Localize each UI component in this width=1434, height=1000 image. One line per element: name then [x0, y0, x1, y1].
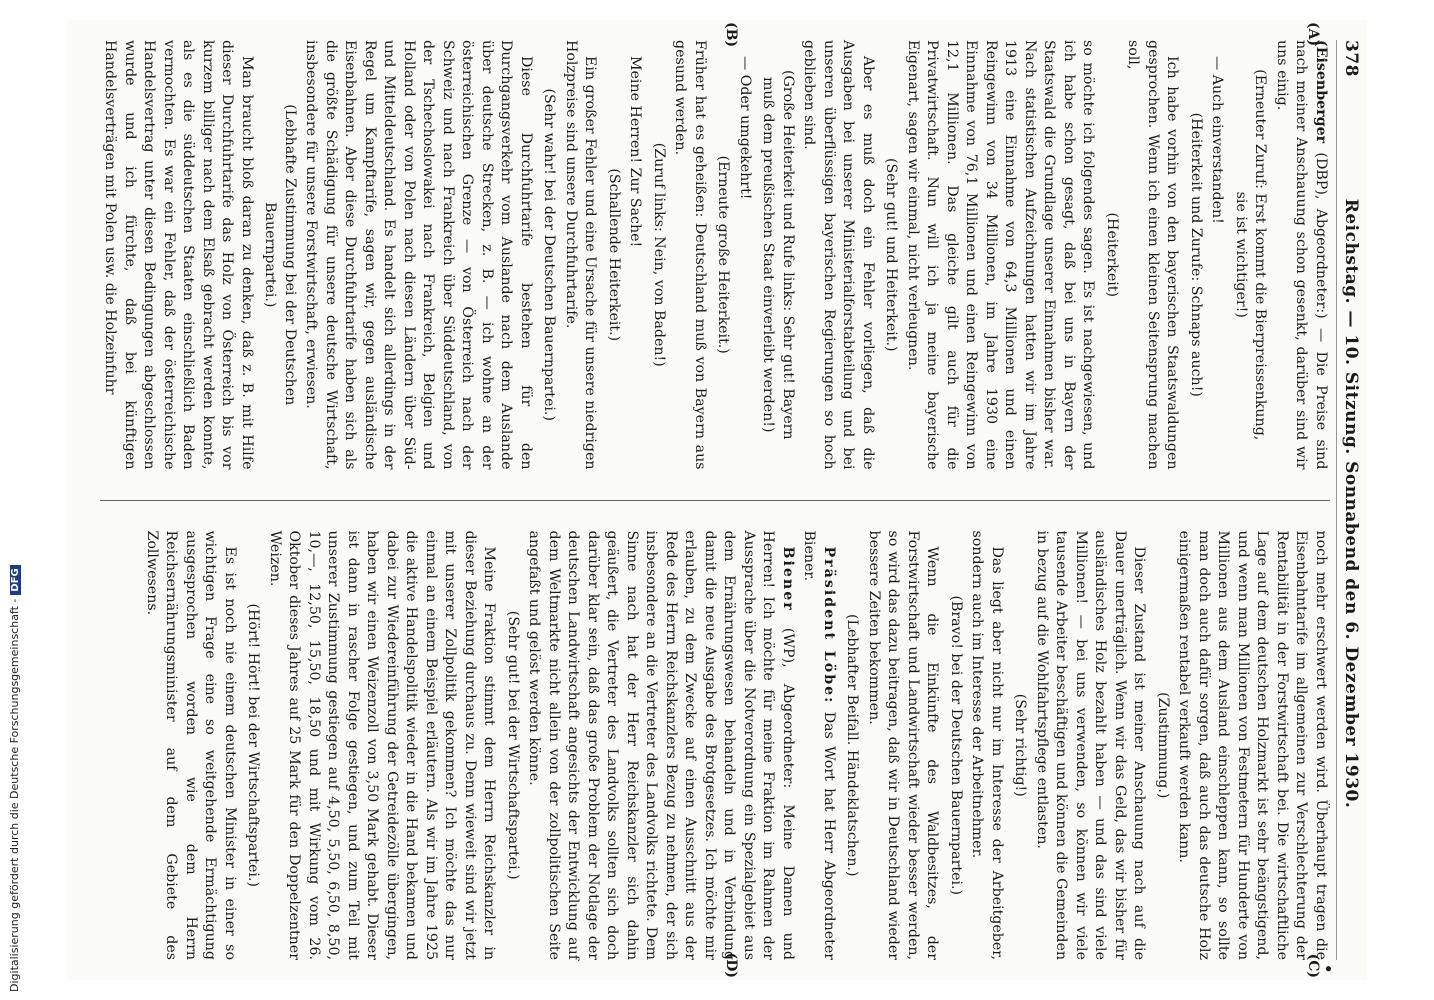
- paragraph: Biener (WP), Abgeordneter: Meine Damen und Herren! Ich möchte für meine Fraktion im Rahmen der Aussprache über die Notverordnung ein Spezialgebiet aus dem Ernährungswesen behandeln und in Verbindung damit die neue Ausgabe des Brotgesetzes. Ich möchte mir erlauben, zu dem Zwecke auf einen Ausschnitt aus der Rede des Herrn Reichskanzlers Bezug zu nehmen, der sich insbesondere an die Vertreter des Landvolks richtete. Dem Sinne nach hat der Herr Reichskanzler sich dahin geäußert, die Vertreter des Landvolks sollten sich doch darüber klar sein, daß das große Problem der Notlage der deutschen Landwirtschaft angesichts der Entwicklung auf dem Weltmarkte nicht allein von der zollpolitischen Seite angefaßt und gelöst werden könne.: [526, 530, 796, 960]
- paragraph: Man braucht bloß daran zu denken, daß z. B. mit Hilfe dieser Durchfuhrtarife das Holz von Österreich bis vor kurzem billiger nach dem Elsaß gebracht werden konnte, als es die süddeutschen Staaten einschließlich Baden vermochten. Es war ein Fehler, daß der österreichische Handelsvertrag unter diesen Bedingungen abgeschlossen wurde und ich fürchte, daß bei künftigen Handelsverträgen mit Polen usw. die Holzeinfuhr: [102, 40, 255, 470]
- paragraph: — Auch einverstanden!: [1209, 56, 1226, 224]
- interjection: (Heiterkeit und Zurufe: Schnaps auch!): [1188, 112, 1204, 397]
- paragraph: — Oder umgekehrt!: [737, 56, 753, 200]
- paragraph: Es ist noch nie einem deutschen Minister in einer so wichtigen Frage eine so weitgehende Ermächtigung ausgesprochen worden wie dem Herrn Reichsernährungsminister auf dem Gebiete des Zollwesens.: [144, 530, 238, 960]
- paragraph: noch mehr erschwert werden wird. Überhaupt tragen die Eisenbahntarife im allgemeinen zur Verschlechterung der Rentabilität in der Forstwirtschaft bei. Die wirtschaftliche Lage auf dem deutschen Holzmarkt ist sehr beängstigend, und wenn man Millionen von Festmetern für Hunderte von Millionen aus dem Ausland einschleppen kann, so sollte man doch auch dafür sorgen, daß auch das deutsche Holz einigermaßen rentabel verkauft werden kann.: [1176, 530, 1329, 960]
- margin-letter-a: (A): [1305, 22, 1321, 47]
- interjection: (Große Heiterkeit und Rufe links: Sehr gut! Bayern muß dem preußischen Staat einverleibt werden!): [760, 69, 796, 440]
- text-columns: [100, 22, 1338, 978]
- page-number: 378: [1341, 40, 1361, 77]
- paragraph: Ein großer Fehler und eine Ursache für unsere niedrigen Holzpreise sind unsere Durchfuhrtarife.: [563, 40, 599, 470]
- page-header: [1336, 40, 1361, 960]
- paragraph: Wenn die Einkünfte des Waldbesitzes, der Forstwirtschaft und Landwirtschaft wieder besser werden, so wird das dazu beitragen, daß wir in Deutschland wieder bessere Zeiten bekommen.: [866, 530, 941, 960]
- column-divider: [100, 500, 1330, 501]
- paragraph: Dieser Zustand ist meiner Anschauung nach auf die Dauer unerträglich. Wenn wir das Geld, das wir bisher für ausländisches Holz bezahlt haben — und das sind viele Millionen! — bei uns verwenden, so können wir viele tausende Arbeiter beschäftigen und können die Gemeinden in bezug auf die Wohlfahrtspflege entlasten.: [1034, 530, 1148, 960]
- interjection: (Zuruf links: Nein, von Baden!): [651, 142, 667, 367]
- paragraph: Ich habe vorhin von den bayerischen Staatswaldungen gesprochen. Wenn ich einen kleinen Seitensprung machen soll,: [1125, 40, 1181, 470]
- interjection: (Sehr wahr! bei der Deutschen Bauernpartei.): [541, 88, 558, 421]
- interjection: (Sehr gut! und Heiterkeit.): [883, 157, 900, 352]
- paragraph: Früher hat es geheißen: Deutschland muß von Bayern aus gesund werden.: [672, 40, 708, 470]
- interjection: (Bravo! bei der Deutschen Bauernpartei.): [948, 595, 964, 896]
- paragraph: (Eisenberger (DBP), Abgeordneter:) — Die Preise sind nach meiner Anschauung schon gesenkt, darüber sind wir uns einig.: [1274, 40, 1329, 470]
- speaker-name: Präsident Löbe:: [821, 546, 837, 705]
- interjection: (Lebhafter Beifall. Händeklatschen.): [844, 613, 861, 877]
- right-column: [100, 530, 1338, 978]
- margin-letter-d: (D): [723, 952, 739, 978]
- interjection: (Sehr richtig!): [1012, 693, 1029, 797]
- bullet-mark: •: [1317, 963, 1338, 974]
- paragraph: Aber es muß doch ein Fehler vorliegen, daß die Ausgaben bei unserer Ministerialforstabteilung und bei unseren überflüssigen bayerischen Regierungen so hoch geblieben sind.: [801, 40, 876, 470]
- document-page: [67, 20, 1367, 980]
- credit-text: Digitalisierung gefördert durch die Deutsche Forschungsgemeinschaft -: [8, 598, 21, 992]
- interjection: (Erneuter Zuruf: Erst kommt die Bierpreissenkung, sie ist wichtiger!): [1233, 69, 1269, 441]
- interjection: (Zustimmung.): [1155, 692, 1171, 799]
- paragraph: Diese Durchfuhrtarife bestehen für den Durchgangsverkehr vom Auslande nach dem Auslande über deutsche Strecken, z. B. — ich wohne an der österreichischen Grenze — von Österreich nach der Schweiz und nach Frankreich über Süddeutschland, von der Tschechoslowakei nach Frankreich, Belgien und Holland oder von Polen nach diesen Ländern über Süd- und Mitteldeutschland. Es handelt sich allerdings in der Regel um Kampftarife, sagen wir, gegen ausländische Eisenbahnen. Aber diese Durchfuhrtarife haben sich als die größte Schädigung für unsere deutsche Wirtschaft, insbesondere für unsere Forstwirtschaft, erwiesen.: [303, 40, 534, 470]
- digitization-credit: [8, 565, 21, 992]
- interjection: (Sehr gut! bei der Wirtschaftspartei.): [505, 610, 521, 880]
- paragraph: Meine Herren! Zur Sache!: [627, 56, 644, 248]
- paragraph: Präsident Löbe: Das Wort hat Herr Abgeordneter Biener.: [801, 530, 837, 961]
- interjection: (Erneute große Heiterkeit.): [715, 155, 732, 354]
- paragraph: Das liegt aber nicht nur im Interesse der Arbeitgeber, sondern auch im Interesse der Arbeitnehmer.: [969, 530, 1005, 960]
- speaker-name: (Eisenberger: [1313, 40, 1329, 144]
- interjection: (Schallende Heiterkeit.): [606, 168, 622, 342]
- interjection: (Heiterkeit): [1104, 212, 1120, 297]
- margin-letter-b: (B): [723, 22, 739, 48]
- speaker-name: Biener: [780, 546, 796, 612]
- left-column: [100, 22, 1330, 470]
- interjection: (Lebhafte Zustimmung bei der Deutschen Bauernpartei.): [262, 104, 298, 406]
- paragraph: Meine Fraktion stimmt dem Herrn Reichskanzler in dieser Beziehung durchaus zu. Denn wieweit sind wir jetzt mit unserer Zollpolitik gekommen? Ich möchte das nur einmal an einem Beispiel erläutern. Als wir im Jahre 1925 die aktive Handelspolitik wieder in die Hand bekamen und dabei zur Wiedereinführung der Getreidezölle übergingen, haben wir einen Weizenzoll von 3,50 Mark gehabt. Dieser ist dann in rascher Folge gestiegen, und zum Teil mit unserer Zustimmung gestiegen auf 4,50, 5,50, 6,50, 8,50, 10,—, 12,50, 15,50, 18,50 und mit Wirkung vom 26. Oktober dieses Jahres auf 25 Mark für den Doppelzentner Weizen.: [267, 530, 498, 960]
- margin-letter-c: (C): [1305, 953, 1321, 978]
- running-title: Reichstag. — 10. Sitzung. Sonnabend den 6. Dezember 1930.: [1341, 198, 1361, 809]
- paragraph: so möchte ich folgendes sagen. Es ist nachgewiesen, und ich habe schon gesagt, daß bei uns in Bayern der Staatswald die Grundlage unserer Einnahmen bisher war. Nach statistischen Aufzeichnungen hatten wir im Jahre 1913 eine Einnahme von 64,3 Millionen und einen Reingewinn von 34 Millionen, im Jahre 1930 eine Einnahme von 76,1 Millionen und einen Reingewinn von 12,1 Millionen. Das gleiche gilt auch für die Privatwirtschaft. Nun will ich ja meine bayerische Eigenart, sagen wir einmal, nicht verleugnen.: [905, 40, 1097, 470]
- dfg-logo: DFG: [10, 565, 21, 594]
- interjection: (Hört! Hört! bei der Wirtschaftspartei.): [245, 603, 262, 887]
